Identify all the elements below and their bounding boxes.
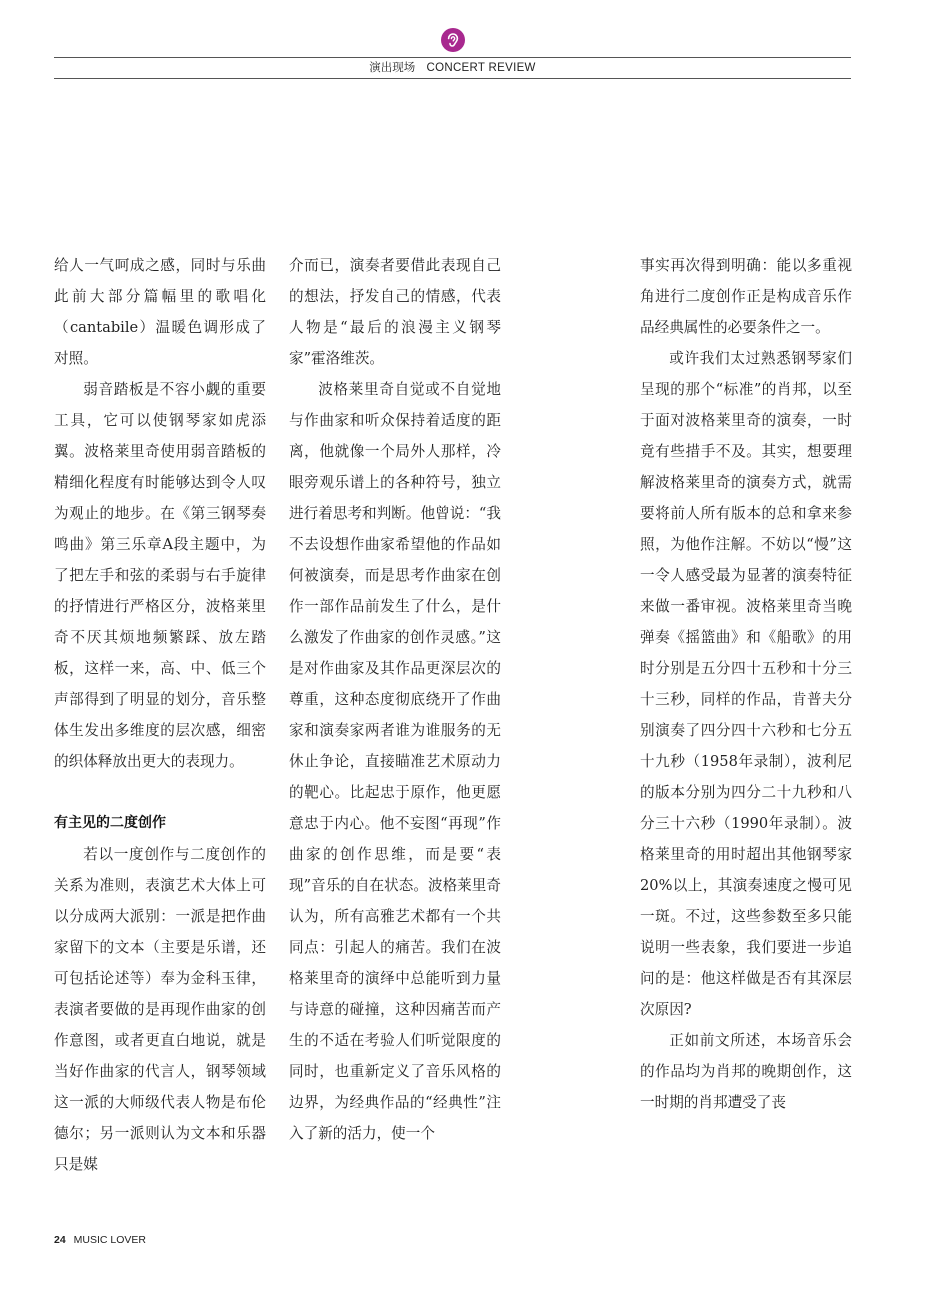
paragraph: 或许我们太过熟悉钢琴家们呈现的那个“标准”的肖邦，以至于面对波格莱里奇的演奏，一时竟有些措手不及。其实，想要理解波格莱里奇的演奏方式，就需要将前人所有版本的总和拿来参照，为他作注解。不妨以“慢”这一令人感受最为显著的演奏特征来做一番审视。波格莱里奇当晚弹奏《摇篮曲》和《船歌》的用时分别是五分四十五秒和十分三十三秒，同样的作品，肯普夫分别演奏了四分四十六秒和七分五十九秒（1958年录制），波利尼的版本分别为四分二十九秒和八分三十六秒（1990年录制）。波格莱里奇的用时超出其他钢琴家20%以上，其演奏速度之慢可见一斑。不过，这些参数至多只能说明一些表象，我们要进一步追问的是：他这样做是否有其深层次原因? (640, 350, 852, 1018)
paragraph: 事实再次得到明确：能以多重视角进行二度创作正是构成音乐作品经典属性的必要条件之一。 (640, 257, 852, 336)
paragraph: 介而已，演奏者要借此表现自己的想法，抒发自己的情感，代表人物是“最后的浪漫主义钢琴家”霍洛维茨。 (289, 257, 501, 367)
magazine-name: MUSIC LOVER (73, 1234, 146, 1246)
article-column-2 (289, 250, 501, 1149)
header-rule-bottom (54, 78, 851, 79)
paragraph: 波格莱里奇自觉或不自觉地与作曲家和听众保持着适度的距离，他就像一个局外人那样，冷眼旁观乐谱上的各种符号，独立进行着思考和判断。他曾说：“我不去设想作曲家希望他的作品如何被演奏，而是思考作曲家在创作一部作品前发生了什么，是什么激发了作曲家的创作灵感。”这是对作曲家及其作品更深层次的尊重，这种态度彻底绕开了作曲家和演奏家两者谁为谁服务的无休止争论，直接瞄准艺术原动力的靶心。比起忠于原作，他更愿意忠于内心。他不妄图“再现”作曲家的创作思维，而是要“表现”音乐的自在状态。波格莱里奇认为，所有高雅艺术都有一个共同点：引起人的痛苦。我们在波格莱里奇的演绎中总能听到力量与诗意的碰撞，这种因痛苦而产生的不适在考验人们听觉限度的同时，也重新定义了音乐风格的边界，为经典作品的“经典性”注入了新的活力，使一个 (289, 381, 501, 1142)
paragraph: 弱音踏板是不容小觑的重要工具，它可以使钢琴家如虎添翼。波格莱里奇使用弱音踏板的精细化程度有时能够达到令人叹为观止的地步。在《第三钢琴奏鸣曲》第三乐章A段主题中，为了把左手和弦的柔弱与右手旋律的抒情进行严格区分，波格莱里奇不厌其烦地频繁踩、放左踏板，这样一来，高、中、低三个声部得到了明显的划分，音乐整体生发出多维度的层次感，细密的织体释放出更大的表现力。 (54, 381, 266, 770)
page-number: 24 (54, 1234, 66, 1246)
section-label-en: CONCERT REVIEW (426, 62, 536, 74)
ear-icon (441, 28, 465, 52)
section-heading: 有主见的二度创作 (54, 815, 166, 831)
paragraph: 给人一气呵成之感，同时与乐曲此前大部分篇幅里的歌唱化（cantabile）温暖色调形成了对照。 (54, 257, 266, 367)
page-footer (54, 1232, 146, 1248)
section-label (54, 59, 851, 77)
article-column-1 (54, 250, 266, 1180)
section-label-cn: 演出现场 (369, 62, 416, 74)
article-column-3 (640, 250, 852, 1118)
header-rule-top (54, 57, 851, 58)
paragraph: 若以一度创作与二度创作的关系为准则，表演艺术大体上可以分成两大派别：一派是把作曲家留下的文本（主要是乐谱，还可包括论述等）奉为金科玉律，表演者要做的是再现作曲家的创作意图，或者更直白地说，就是当好作曲家的代言人，钢琴领域这一派的大师级代表人物是布伦德尔；另一派则认为文本和乐器只是媒 (54, 846, 266, 1173)
paragraph: 正如前文所述，本场音乐会的作品均为肖邦的晚期创作，这一时期的肖邦遭受了丧 (640, 1032, 852, 1111)
